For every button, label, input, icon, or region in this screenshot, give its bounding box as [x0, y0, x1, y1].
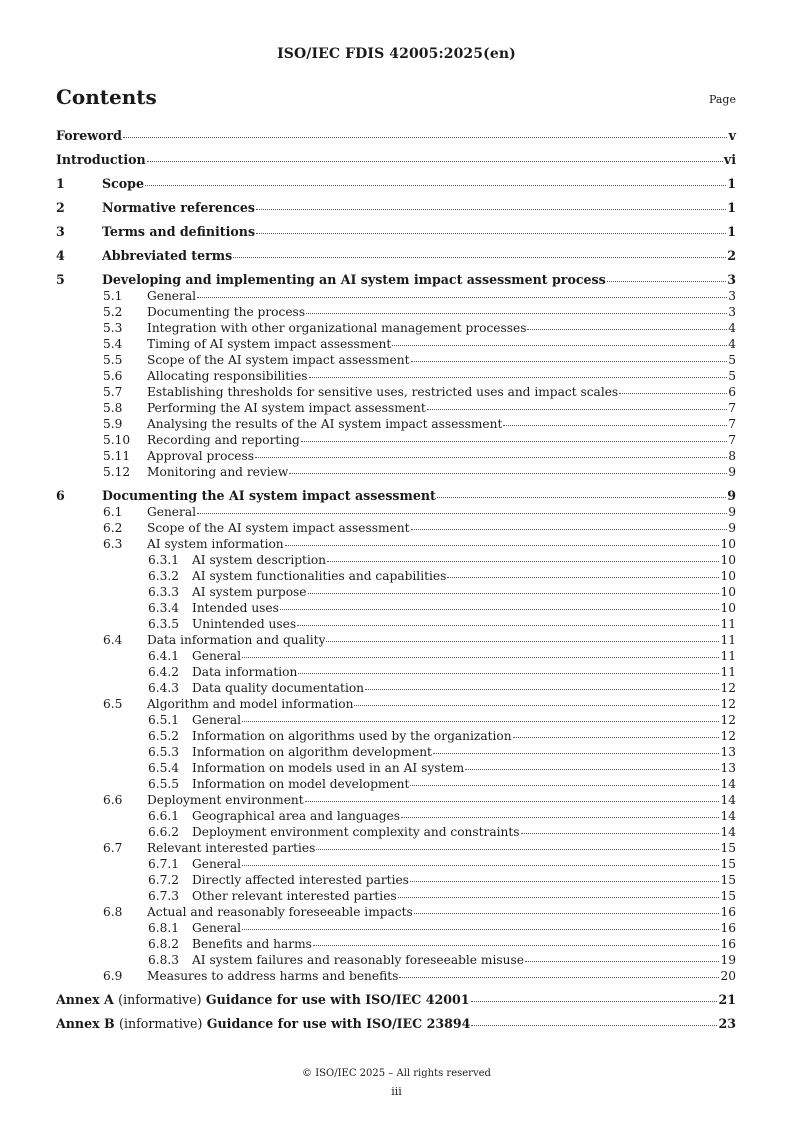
- toc-entry-page: 10: [720, 569, 736, 583]
- toc-entry[interactable]: [56, 712, 736, 728]
- toc-entry-title: General: [192, 921, 241, 935]
- toc-entry-number: 4: [56, 248, 65, 263]
- toc-entry-title: Timing of AI system impact assessment: [147, 337, 392, 351]
- dot-leader: [313, 945, 720, 946]
- toc-entry-page: 1: [727, 200, 736, 215]
- toc-entry[interactable]: [56, 224, 736, 240]
- dot-leader: [285, 545, 720, 546]
- toc-entry[interactable]: [56, 728, 736, 744]
- toc-entry[interactable]: [56, 152, 736, 168]
- toc-entry-page: 9: [727, 488, 736, 503]
- toc-entry[interactable]: [56, 824, 736, 840]
- toc-entry[interactable]: [56, 320, 736, 336]
- dot-leader: [145, 185, 726, 186]
- toc-entry-title: General: [192, 713, 241, 727]
- toc-entry[interactable]: [56, 600, 736, 616]
- toc-entry[interactable]: [56, 416, 736, 432]
- toc-entry-page: 6: [728, 385, 736, 399]
- dot-leader: [354, 705, 719, 706]
- toc-entry[interactable]: [56, 504, 736, 520]
- toc-entry-title: Intended uses: [192, 601, 279, 615]
- toc-entry-number: 6.9: [103, 969, 123, 983]
- toc-entry-title: Data information: [192, 665, 298, 679]
- toc-entry-number: 5.10: [103, 433, 131, 447]
- dot-leader: [305, 801, 720, 802]
- toc-entry-title: Information on model development: [192, 777, 410, 791]
- page-number: iii: [391, 1085, 402, 1098]
- dot-leader: [256, 209, 726, 210]
- dot-leader: [197, 513, 727, 514]
- toc-entry-page: 1: [727, 224, 736, 239]
- dot-leader: [398, 897, 720, 898]
- dot-leader: [392, 345, 727, 346]
- toc-entry-title: AI system information: [147, 537, 284, 551]
- toc-entry-page: 15: [720, 889, 736, 903]
- toc-entry-page: 4: [728, 321, 736, 335]
- toc-entry-title: Actual and reasonably foreseeable impacts: [147, 905, 413, 919]
- toc-entry-title: Establishing thresholds for sensitive uses, restricted uses and impact scales: [147, 385, 619, 399]
- annex-title: Guidance for use with ISO/IEC 42001: [205, 992, 470, 1007]
- toc-entry[interactable]: [56, 888, 736, 904]
- toc-entry[interactable]: [56, 808, 736, 824]
- toc-entry-number: 6.1: [103, 505, 123, 519]
- toc-entry-number: 2: [56, 200, 65, 215]
- dot-leader: [433, 753, 720, 754]
- toc-entry[interactable]: [56, 776, 736, 792]
- toc-entry[interactable]: [56, 664, 736, 680]
- dot-leader: [410, 785, 719, 786]
- annex-label: Annex A: [56, 992, 114, 1007]
- dot-leader: [309, 377, 727, 378]
- toc-entry-page: 7: [728, 417, 736, 431]
- toc-entry-page: 3: [728, 305, 736, 319]
- toc-entry-number: 6.3.2: [148, 569, 180, 583]
- page-title: Contents: [56, 85, 157, 109]
- toc-entry[interactable]: [56, 584, 736, 600]
- toc-entry-number: 6.6.2: [148, 825, 180, 839]
- toc-entry-title: General: [192, 857, 241, 871]
- toc-entry[interactable]: [56, 352, 736, 368]
- toc-entry-number: 6.6: [103, 793, 123, 807]
- toc-entry[interactable]: [56, 616, 736, 632]
- toc-entry-page: 11: [720, 665, 736, 679]
- toc-entry-page: 12: [720, 681, 736, 695]
- toc-entry-number: 6.5.3: [148, 745, 180, 759]
- toc-entry-title: Analysing the results of the AI system impact assessment: [147, 417, 503, 431]
- toc-entry-page: 15: [720, 857, 736, 871]
- toc-entry-title: Approval process: [147, 449, 255, 463]
- toc-entry-title: Performing the AI system impact assessment: [147, 401, 426, 415]
- toc-entry-page: 11: [720, 649, 736, 663]
- dot-leader: [410, 881, 720, 882]
- toc-entry-page: 1: [727, 176, 736, 191]
- toc-entry-title: Developing and implementing an AI system impact assessment process: [102, 272, 606, 287]
- dot-leader: [471, 1001, 718, 1002]
- toc-entry[interactable]: [56, 872, 736, 888]
- dot-leader: [233, 257, 726, 258]
- annex-note: (informative): [119, 1016, 203, 1031]
- toc-entry[interactable]: [56, 128, 736, 144]
- toc-entry-page: 14: [720, 777, 736, 791]
- toc-entry-title: Terms and definitions: [102, 224, 256, 239]
- dot-leader: [447, 577, 719, 578]
- toc-entry-title: Introduction: [56, 152, 146, 167]
- toc-entry-page: 12: [720, 713, 736, 727]
- toc-entry-page: v: [728, 128, 736, 143]
- toc-entry-number: 6.7.3: [148, 889, 180, 903]
- dot-leader: [297, 625, 719, 626]
- toc-entry[interactable]: [56, 680, 736, 696]
- toc-entry-title: General: [192, 649, 241, 663]
- toc-entry-number: 6.4.1: [148, 649, 180, 663]
- toc-entry-title: General: [147, 289, 196, 303]
- toc-entry-number: 5.3: [103, 321, 123, 335]
- toc-entry-title: Recording and reporting: [147, 433, 300, 447]
- toc-entry-number: 6.8.2: [148, 937, 180, 951]
- toc-entry-title: [56, 1016, 470, 1032]
- toc-entry-number: 6.3.3: [148, 585, 180, 599]
- dot-leader: [527, 329, 727, 330]
- toc-entry-page: 13: [720, 745, 736, 759]
- dot-leader: [465, 769, 719, 770]
- toc-entry-page: 8: [728, 449, 736, 463]
- toc-entry-page: 21: [718, 992, 736, 1007]
- annex-title: Guidance for use with ISO/IEC 23894: [206, 1016, 471, 1031]
- toc-entry-number: 6.7.2: [148, 873, 180, 887]
- dot-leader: [197, 297, 727, 298]
- toc-entry-page: 19: [720, 953, 736, 967]
- toc-entry-page: 2: [727, 248, 736, 263]
- toc-entry[interactable]: [56, 1016, 736, 1032]
- toc-entry-title: Scope of the AI system impact assessment: [147, 353, 410, 367]
- toc-entry-title: Data information and quality: [147, 633, 326, 647]
- toc-entry-page: 14: [720, 825, 736, 839]
- toc-entry-page: 3: [728, 289, 736, 303]
- toc-entry-number: 6.5.4: [148, 761, 180, 775]
- toc-entry[interactable]: [56, 856, 736, 872]
- dot-leader: [521, 833, 720, 834]
- toc-entry-number: 6.7.1: [148, 857, 180, 871]
- toc-entry-number: 6.2: [103, 521, 123, 535]
- toc-entry-number: 6.5: [103, 697, 123, 711]
- toc-entry[interactable]: [56, 176, 736, 192]
- toc-entry-page: 10: [720, 537, 736, 551]
- dot-leader: [365, 689, 719, 690]
- page-column-label: Page: [708, 93, 736, 106]
- toc-entry-title: AI system failures and reasonably foreseeable misuse: [192, 953, 524, 967]
- dot-leader: [242, 657, 719, 658]
- toc-entry-title: Information on models used in an AI system: [192, 761, 465, 775]
- toc-entry-title: Abbreviated terms: [102, 248, 233, 263]
- toc-entry-page: 15: [720, 873, 736, 887]
- toc-entry-title: Normative references: [102, 200, 256, 215]
- toc-entry-title: Deployment environment complexity and constraints: [192, 825, 520, 839]
- dot-leader: [256, 233, 726, 234]
- dot-leader: [327, 561, 719, 562]
- toc-entry[interactable]: [56, 448, 736, 464]
- dot-leader: [242, 721, 719, 722]
- toc-entry-title: AI system purpose: [192, 585, 307, 599]
- toc-entry-page: 9: [728, 505, 736, 519]
- toc-entry-page: 12: [720, 697, 736, 711]
- toc-entry[interactable]: [56, 368, 736, 384]
- toc-entry-number: 6.4.2: [148, 665, 180, 679]
- dot-leader: [147, 161, 723, 162]
- annex-note: (informative): [118, 992, 202, 1007]
- toc-entry-number: 5.9: [103, 417, 123, 431]
- toc-entry[interactable]: [56, 992, 736, 1008]
- dot-leader: [437, 497, 726, 498]
- toc-entry-page: 9: [728, 521, 736, 535]
- toc-entry-number: 6.8: [103, 905, 123, 919]
- toc-entry-title: Unintended uses: [192, 617, 297, 631]
- dot-leader: [280, 609, 720, 610]
- toc-entry-number: 6.4: [103, 633, 123, 647]
- toc-entry-number: 6.3.5: [148, 617, 180, 631]
- toc-entry-title: Allocating responsibilities: [147, 369, 308, 383]
- toc-entry-page: 9: [728, 465, 736, 479]
- toc-entry-title: Documenting the process: [147, 305, 306, 319]
- toc-entry-title: Algorithm and model information: [147, 697, 354, 711]
- toc-entry[interactable]: [56, 400, 736, 416]
- toc-entry-number: 6.7: [103, 841, 123, 855]
- dot-leader: [414, 913, 720, 914]
- toc-entry-page: 11: [720, 633, 736, 647]
- toc-entry-page: 14: [720, 809, 736, 823]
- dot-leader: [242, 929, 719, 930]
- toc-entry-number: 5.8: [103, 401, 123, 415]
- toc-entry-number: 6.6.1: [148, 809, 180, 823]
- annex-label: Annex B: [56, 1016, 115, 1031]
- dot-leader: [607, 281, 727, 282]
- toc-entry[interactable]: [56, 744, 736, 760]
- copyright-notice: © ISO/IEC 2025 – All rights reserved: [302, 1068, 491, 1079]
- toc-entry[interactable]: [56, 200, 736, 216]
- toc-entry[interactable]: [56, 936, 736, 952]
- toc-entry-page: 16: [720, 937, 736, 951]
- toc-entry-title: Information on algorithms used by the organization: [192, 729, 512, 743]
- toc-entry-page: 16: [720, 905, 736, 919]
- toc-entry-number: 5.11: [103, 449, 131, 463]
- toc-entry-page: 23: [718, 1016, 736, 1031]
- toc-entry-number: 6.3.1: [148, 553, 180, 567]
- toc-entry-page: 3: [727, 272, 736, 287]
- dot-leader: [503, 425, 727, 426]
- toc-entry[interactable]: [56, 288, 736, 304]
- dot-leader: [513, 737, 720, 738]
- toc-entry-number: 6.3: [103, 537, 123, 551]
- toc-entry[interactable]: [56, 488, 736, 504]
- toc-entry-number: 5.1: [103, 289, 123, 303]
- dot-leader: [306, 313, 727, 314]
- toc-entry-page: 5: [728, 353, 736, 367]
- toc-entry-title: Deployment environment: [147, 793, 304, 807]
- dot-leader: [411, 361, 727, 362]
- toc-entry[interactable]: [56, 696, 736, 712]
- toc-entry-page: vi: [723, 152, 736, 167]
- dot-leader: [399, 977, 719, 978]
- document-header: ISO/IEC FDIS 42005:2025(en): [277, 46, 516, 62]
- toc-entry-title: Scope of the AI system impact assessment: [147, 521, 410, 535]
- toc-entry-title: Relevant interested parties: [147, 841, 316, 855]
- dot-leader: [301, 441, 727, 442]
- toc-entry-number: 5: [56, 272, 65, 287]
- toc-entry-title: Documenting the AI system impact assessment: [102, 488, 436, 503]
- toc-entry-page: 14: [720, 793, 736, 807]
- toc-entry-title: Data quality documentation: [192, 681, 365, 695]
- toc-entry-title: Foreword: [56, 128, 122, 143]
- toc-entry[interactable]: [56, 840, 736, 856]
- toc-entry-page: 16: [720, 921, 736, 935]
- toc-entry[interactable]: [56, 760, 736, 776]
- dot-leader: [289, 473, 727, 474]
- toc-entry-title: [56, 992, 470, 1008]
- toc-entry-number: 6.8.1: [148, 921, 180, 935]
- toc-entry[interactable]: [56, 968, 736, 984]
- toc-entry-number: 5.4: [103, 337, 123, 351]
- toc-entry[interactable]: [56, 904, 736, 920]
- toc-entry[interactable]: [56, 304, 736, 320]
- toc-entry-title: AI system description: [192, 553, 327, 567]
- toc-entry[interactable]: [56, 432, 736, 448]
- toc-entry[interactable]: [56, 272, 736, 288]
- toc-entry-page: 15: [720, 841, 736, 855]
- toc-entry-page: 4: [728, 337, 736, 351]
- toc-entry-title: Information on algorithm development: [192, 745, 432, 759]
- contents-title-row: [56, 85, 736, 113]
- dot-leader: [427, 409, 727, 410]
- toc-entry-title: General: [147, 505, 196, 519]
- toc-entry[interactable]: [56, 632, 736, 648]
- toc-entry-title: Integration with other organizational management processes: [147, 321, 527, 335]
- toc-entry-page: 5: [728, 369, 736, 383]
- toc-entry-page: 10: [720, 601, 736, 615]
- dot-leader: [242, 865, 719, 866]
- toc-entry-number: 5.2: [103, 305, 123, 319]
- dot-leader: [525, 961, 720, 962]
- toc-entry-page: 10: [720, 585, 736, 599]
- dot-leader: [471, 1025, 717, 1026]
- toc-entry-title: AI system functionalities and capabilities: [192, 569, 447, 583]
- toc-entry-title: Scope: [102, 176, 144, 191]
- toc-entry-number: 6.5.2: [148, 729, 180, 743]
- toc-entry-number: 5.7: [103, 385, 123, 399]
- dot-leader: [255, 457, 727, 458]
- dot-leader: [326, 641, 719, 642]
- toc-entry-page: 7: [728, 401, 736, 415]
- toc-entry-page: 13: [720, 761, 736, 775]
- toc-entry-number: 5.5: [103, 353, 123, 367]
- toc-entry-number: 6.8.3: [148, 953, 180, 967]
- dot-leader: [619, 393, 727, 394]
- toc-entry[interactable]: [56, 336, 736, 352]
- toc-entry-page: 20: [720, 969, 736, 983]
- toc-entry-page: 11: [720, 617, 736, 631]
- toc-entry-title: Measures to address harms and benefits: [147, 969, 399, 983]
- dot-leader: [401, 817, 719, 818]
- toc-entry-number: 5.6: [103, 369, 123, 383]
- toc-entry[interactable]: [56, 248, 736, 264]
- toc-entry-number: 6.5.5: [148, 777, 180, 791]
- dot-leader: [298, 673, 719, 674]
- toc-entry-number: 6: [56, 488, 65, 503]
- toc-entry-number: 3: [56, 224, 65, 239]
- toc-entry-title: Benefits and harms: [192, 937, 312, 951]
- toc-entry-page: 7: [728, 433, 736, 447]
- toc-entry-number: 6.5.1: [148, 713, 180, 727]
- toc-entry-page: 10: [720, 553, 736, 567]
- toc-entry[interactable]: [56, 520, 736, 536]
- dot-leader: [123, 137, 727, 138]
- dot-leader: [308, 593, 720, 594]
- toc-entry[interactable]: [56, 384, 736, 400]
- dot-leader: [316, 849, 719, 850]
- toc-entry[interactable]: [56, 568, 736, 584]
- toc-entry[interactable]: [56, 552, 736, 568]
- toc-entry[interactable]: [56, 464, 736, 480]
- toc-entry-number: 1: [56, 176, 65, 191]
- toc-entry-title: Other relevant interested parties: [192, 889, 397, 903]
- toc-entry-title: Monitoring and review: [147, 465, 289, 479]
- dot-leader: [411, 529, 727, 530]
- table-of-contents: [56, 128, 736, 1032]
- toc-entry-number: 6.3.4: [148, 601, 180, 615]
- toc-entry[interactable]: [56, 648, 736, 664]
- toc-entry-title: Geographical area and languages: [192, 809, 401, 823]
- toc-entry-number: 5.12: [103, 465, 131, 479]
- toc-entry[interactable]: [56, 920, 736, 936]
- toc-entry[interactable]: [56, 536, 736, 552]
- toc-entry-number: 6.4.3: [148, 681, 180, 695]
- toc-entry[interactable]: [56, 792, 736, 808]
- toc-entry-title: Directly affected interested parties: [192, 873, 409, 887]
- toc-entry[interactable]: [56, 952, 736, 968]
- toc-entry-page: 12: [720, 729, 736, 743]
